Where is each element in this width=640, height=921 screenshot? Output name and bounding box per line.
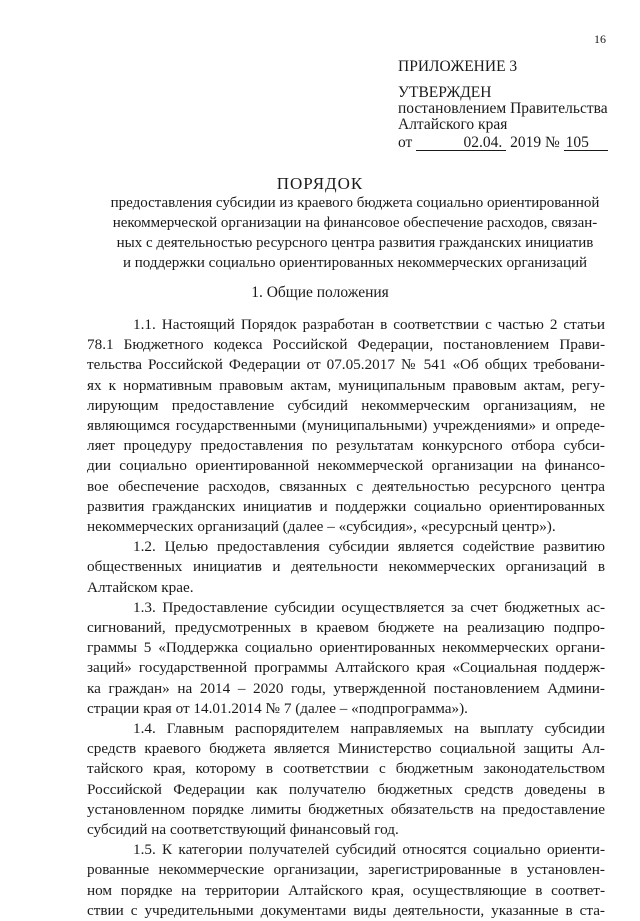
text-line: развития гражданских инициатив и поддержки социально ориентированных (87, 497, 605, 515)
document-title: ПОРЯДОК (276, 174, 364, 193)
paragraph-1-4 (87, 719, 605, 840)
text-line: заций» государственной программы Алтайского края «Социальная поддерж- (87, 659, 605, 677)
text-line: тайского края, которому в соответствии с бюджетным законодательством (87, 760, 605, 778)
from-label: от (398, 134, 413, 151)
year-label: 2019 № (510, 134, 560, 151)
paragraph-1-3 (87, 598, 605, 719)
approved-label: УТВЕРЖДЕН (398, 84, 492, 101)
text-line: Алтайском крае. (87, 578, 194, 596)
text-line: 1.5. К категории получателей субсидий относятся социально ориенти- (133, 841, 605, 859)
text-line: 1.3. Предоставление субсидии осуществляется за счет бюджетных ас- (133, 598, 605, 616)
approval-number: 105 (564, 136, 608, 151)
section-title: 1. Общие положения (251, 284, 389, 301)
text-line: установленном порядке лимиты бюджетных обязательств на предоставление (87, 800, 605, 818)
text-line: тельства Российской Федерации от 07.05.2017 № 541 «Об общих требовани- (87, 356, 605, 374)
text-line: 1.1. Настоящий Порядок разработан в соответствии с частью 2 статьи (133, 316, 605, 333)
paragraph-1-5 (87, 840, 605, 921)
paragraph-1-2 (87, 537, 605, 598)
text-line: средств краевого бюджета является Министерство социальной защиты Ал- (87, 740, 605, 758)
text-line: 1.4. Главным распорядителем направляемых на выплату субсидии (133, 720, 605, 738)
text-line: страции края от 14.01.2014 № 7 (далее – «подпрограмма»). (87, 699, 468, 717)
text-line: сигнований, предусмотренных в краевом бюджете на реализацию подпро- (87, 619, 605, 637)
approval-date: 02.04. (416, 136, 506, 151)
appendix-block (398, 58, 618, 151)
text-line: рованные некоммерческие организации, зарегистрированные в установлен- (87, 861, 605, 879)
approved-by-line1: постановлением Правительства (398, 100, 608, 117)
text-line: 1.2. Целью предоставления субсидии является содействие развитию (133, 538, 605, 556)
text-line: субсидий на соответствующий финансовый год. (87, 821, 399, 839)
text-line: ка граждан» на 2014 – 2020 годы, утвержденной постановлением Админи- (87, 679, 605, 697)
document-subtitle (90, 193, 620, 273)
subtitle-line: ных с деятельностью ресурсного центра развития гражданских инициатив (116, 235, 594, 251)
text-line: дии социально ориентированной некоммерческой организации на финансо- (87, 457, 605, 475)
subtitle-line: предоставления субсидии из краевого бюджета социально ориентированной (110, 195, 600, 211)
approval-date-line (398, 134, 618, 151)
text-line: ях к нормативным правовым актам, муниципальным правовым актам, регу- (87, 376, 605, 394)
text-line: ном порядке на территории Алтайского края, осуществляющие в соответ- (87, 881, 605, 899)
text-line: Российской Федерации как получателю бюджетных средств доведены в (87, 780, 605, 798)
text-line: ляет процедуру предоставления по результатам конкурсного отбора субси- (87, 437, 605, 455)
text-line: общественных инициатив и деятельности некоммерческих организаций в (87, 558, 605, 576)
approved-by-line2: Алтайского края (398, 116, 508, 133)
text-line: 78.1 Бюджетного кодекса Российской Федерации, постановлением Прави- (87, 336, 605, 354)
appendix-title: ПРИЛОЖЕНИЕ 3 (398, 58, 518, 75)
text-line: являющимся государственными (муниципальными) учреждениями» и опреде- (87, 417, 605, 435)
paragraph-1-1 (87, 315, 605, 537)
body-text (87, 315, 605, 921)
page-number: 16 (594, 32, 606, 46)
subtitle-line: некоммерческой организации на финансовое обеспечение расходов, связан- (112, 215, 598, 231)
text-line: ствии с учредительными документами виды деятельности, указанные в ста- (87, 901, 605, 919)
text-line: некоммерческих организаций (далее – «субсидия», «ресурсный центр»). (87, 518, 556, 536)
text-line: вое обеспечение расходов, связанных с деятельностью ресурсного центра (87, 477, 605, 495)
subtitle-line: и поддержки социально ориентированных некоммерческих организаций (122, 255, 588, 271)
text-line: лирующим предоставление субсидий некоммерческим организациям, не (87, 396, 605, 414)
text-line: граммы 5 «Поддержка социально ориентированных некоммерческих органи- (87, 639, 605, 657)
